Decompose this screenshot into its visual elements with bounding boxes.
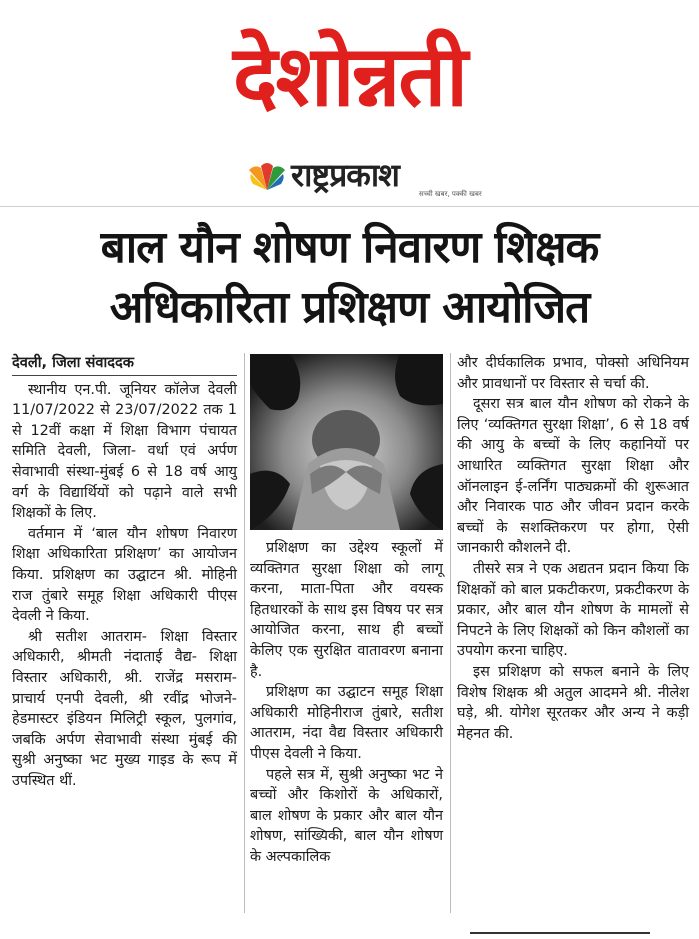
column-divider [244, 353, 245, 913]
paragraph: प्रशिक्षण का उद्देश्य स्कूलों में व्यक्तिगत सुरक्षा शिक्षा को लागू करना, माता-पिता और वयस्क हितधारकों के साथ इस विषय पर सत्र आयोजित करना, साथ ही बच्चों केलिए एक सुरक्षित वातावरण बनाना है. [250, 540, 443, 680]
column-divider [450, 353, 451, 913]
sub-publication-name: राष्ट्रप्रकाश [291, 156, 399, 194]
article-column-2 [250, 538, 443, 868]
masthead [0, 0, 699, 206]
article-photo [250, 354, 443, 530]
paper-name-logo: देशोन्नती [233, 27, 466, 125]
headline-line-2: अधिकारिता प्रशिक्षण आयोजित [109, 282, 590, 333]
tagline: सच्ची खबर, पक्की खबर [419, 190, 482, 198]
paragraph: श्री सतीश आतराम- शिक्षा विस्तार अधिकारी, श्रीमती नंदाताई वैद्य- शिक्षा विस्तार अधिकारी, श्री. राजेंद्र मसराम- प्राचार्य एनपी देवली, श्री रवींद्र भोजने- हेडमास्टर इंडियन मिलिट्री स्कूल, पुलगांव, जबकि अर्पण सेवाभावी संस्था मुंबई की सुश्री अनुष्का भट मुख्य गाइड के रूप में उपस्थित थीं. [12, 628, 237, 789]
article-headline [0, 218, 699, 338]
paragraph: इस प्रशिक्षण को सफल बनाने के लिए विशेष शिक्षक श्री अतुल आदमने श्री. नीलेश घड़े, श्री. योगेश सूरतकर और अन्य ने कड़ी मेहनत की. [457, 663, 689, 742]
paragraph: दूसरा सत्र बाल यौन शोषण को रोकने के लिए ‘व्यक्तिगत सुरक्षा शिक्षा’, 6 से 18 वर्ष की आयु के बच्चों के लिए कहानियों पर आधारित व्यक्तिगत सुरक्षा शिक्षा और ऑनलाइन ई-लर्निंग पाठ्यक्रमों की शुरूआत और निवारक पाठ और जीवन प्रदान करके बच्चों के सशक्तिकरण पर होगा, ऐसी जानकारी कौशलने दी. [457, 396, 689, 557]
dateline-rule [12, 375, 237, 376]
abuse-illustration-photo-icon [250, 354, 443, 530]
paragraph: और दीर्घकालिक प्रभाव, पोक्सो अधिनियम और प्रावधानों पर विस्तार से चर्चा की. [457, 355, 689, 392]
sub-publication-logo [245, 154, 482, 200]
paragraph: तीसरे सत्र ने एक अद्यतन प्रदान किया कि शिक्षकों को बाल प्रकटीकरण, प्रकटीकरण के प्रकार, और बाल यौन शोषण के मामलों से निपटने के लिए शिक्षकों को किन कौशलों का उपयोग करना चाहिए. [457, 560, 689, 660]
headline-line-1: बाल यौन शोषण निवारण शिक्षक [100, 222, 599, 273]
paragraph: प्रशिक्षण का उद्घाटन समूह शिक्षा अधिकारी मोहिनीराज तुंबारे, सतीश आतराम, नंदा वैद्य विस्तार अधिकारी पीएस देवली ने किया. [250, 684, 443, 762]
article-column-1 [12, 353, 237, 791]
paragraph: वर्तमान में ‘बाल यौन शोषण निवारण शिक्षा अधिकारिता प्रशिक्षण’ का आयोजन किया. प्रशिक्षण का उद्घाटन श्री. मोहिनी राज तुंबारे समूह शिक्षा अधिकारी पीएस देवली ने किया. [12, 525, 237, 625]
article-end-rule [470, 932, 650, 934]
paragraph: स्थानीय एन.पी. जूनियर कॉलेज देवली 11/07/2022 से 23/07/2022 तक 1 से 12वीं कक्षा में शिक्षा विभाग पंचायत समिति देवली, जिला- वर्धा एवं अर्पण सेवाभावी संस्था-मुंबई 6 से 18 वर्ष आयु वर्ग के विद्यार्थियों को पढ़ाने वाले सभी शिक्षकों के लिए. [12, 381, 237, 522]
sunrise-icon [245, 160, 289, 192]
article-column-3 [457, 353, 689, 744]
paragraph: पहले सत्र में, सुश्री अनुष्का भट ने बच्चों और किशोरों के अधिकारों, बाल शोषण के प्रकार और बाल यौन शोषण, सांख्यिकी, बाल यौन शोषण के अल्पकालिक [250, 766, 443, 865]
masthead-divider [0, 206, 699, 207]
dateline: देवली, जिला संवाददक [12, 354, 134, 371]
